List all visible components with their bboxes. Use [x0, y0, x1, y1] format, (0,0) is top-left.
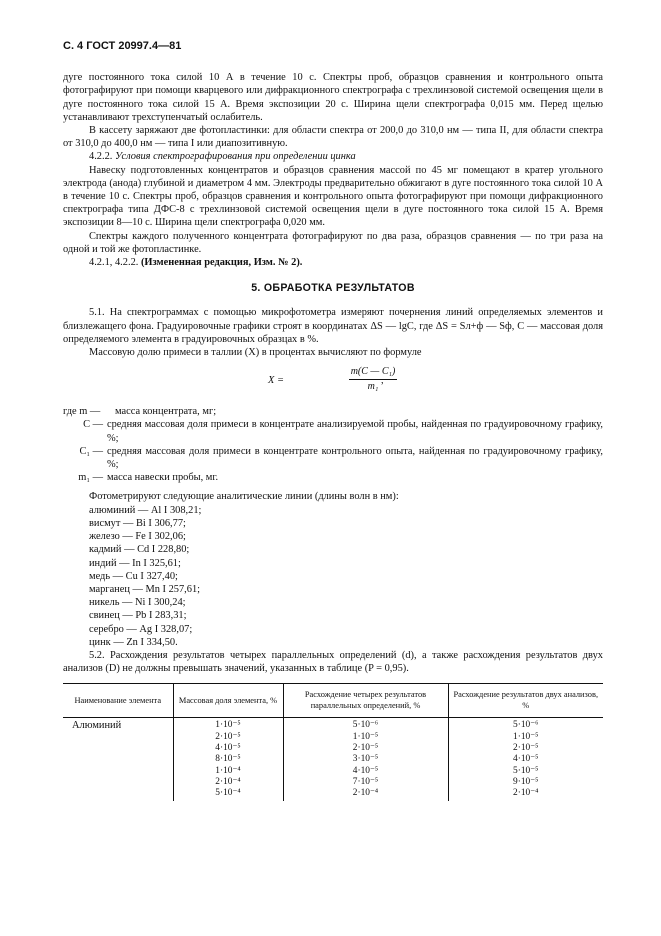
mass-values [173, 718, 283, 802]
list-item: кадмий — Cd I 228,80; [89, 544, 190, 556]
table-cell: 5·10⁻⁴ [215, 788, 241, 799]
section-title: 5. ОБРАБОТКА РЕЗУЛЬТАТОВ [251, 282, 415, 295]
paragraph-2: В кассету заряжают две фотопластинки: для области спектра от 200,0 до 310,0 нм — типа II, для области спектра от 310,0 до 400,0 нм — типа I или диапозитивную. [63, 125, 603, 150]
table-cell: 7·10⁻⁵ [352, 776, 379, 787]
list-item: индий — In I 325,61; [89, 557, 181, 569]
list-item: цинк — Zn I 334,50. [89, 636, 178, 648]
document-page [63, 40, 603, 801]
table-cell: 2·10⁻⁴ [513, 788, 539, 799]
table-cell: 4·10⁻⁵ [352, 765, 379, 776]
list-item: марганец — Mn I 257,61; [89, 583, 201, 595]
formula-tail: , [381, 375, 384, 387]
definition-text: масса навески пробы, мг. [107, 472, 219, 484]
definition-row [63, 445, 603, 471]
formula-lhs: X = [268, 375, 284, 387]
table-cell: 5·10⁻⁶ [513, 720, 539, 731]
definition-text: средняя массовая доля примеси в концентрате контрольного опыта, найденная по градуировочному графику, %; [107, 445, 603, 471]
list-item: серебро — Ag I 328,07; [89, 623, 193, 635]
table-row [63, 718, 603, 802]
table-cell: 1·10⁻⁴ [215, 765, 241, 776]
table-cell: 2·10⁻⁵ [352, 742, 379, 753]
table-cell: 2·10⁻⁴ [215, 776, 241, 787]
table-cell: 8·10⁻⁵ [215, 754, 241, 765]
list-item: алюминий — Al I 308,21; [89, 504, 202, 516]
table-cell: 2·10⁻⁴ [352, 788, 379, 799]
subsection-number: 4.2.2. [89, 151, 113, 163]
edit-note-numbers: 4.2.1, 4.2.2. [89, 257, 139, 269]
table-cell: 4·10⁻⁵ [513, 754, 539, 765]
analytical-lines-list [89, 504, 603, 649]
paragraph-1: дуге постоянного тока силой 10 А в течение 10 с. Спектры проб, образцов сравнения и контрольного опыта фотографируют при помощи кварцевого или дифракционного спектрографа с трехлинзовой системой освещения щели в дуге постоянного тока силой 15 А. Время экспозиции 20 с. Ширина щели спектрографа 0,015 мм. Перед щелью устанавливают трехступенчатый ослабитель. [63, 72, 603, 123]
list-item: железо — Fe I 302,06; [89, 531, 186, 543]
edit-note-text: (Измененная редакция, Изм. № 2). [140, 257, 303, 269]
lines-intro: Фотометрируют следующие аналитические линии (длины волн в нм): [89, 491, 399, 503]
definition-row [63, 418, 603, 444]
formula-definitions [63, 405, 603, 484]
edit-note [63, 256, 603, 269]
col-header-element: Наименование элемента [63, 684, 173, 718]
definition-text: масса концентрата, мг; [115, 406, 217, 418]
table-cell: 3·10⁻⁵ [352, 754, 379, 765]
paragraph-5: Спектры каждого полученного концентрата фотографируют по два раза, образцов сравнения — по три раза на одной и той же фотопластинке. [63, 230, 603, 255]
table-cell: 5·10⁻⁶ [352, 720, 379, 731]
subsection-title: Условия спектрографирования при определении цинка [115, 151, 356, 163]
list-item: висмут — Bi I 306,77; [89, 517, 186, 529]
parallel-values [283, 718, 448, 802]
list-item: свинец — Pb I 283,31; [89, 610, 187, 622]
definition-symbol: C — [83, 419, 103, 431]
formula-numerator: m(C — C₁) [349, 365, 398, 380]
table-cell: 9·10⁻⁵ [513, 776, 539, 787]
definition-symbol: m₁ — [78, 472, 103, 484]
table-cell: 1·10⁻⁵ [513, 731, 539, 742]
col-header-analyses: Расхождение результатов двух анализов, % [448, 684, 603, 718]
definition-row [63, 471, 603, 484]
table-header-row [63, 684, 603, 718]
definition-symbol: где m — [63, 406, 101, 418]
tolerance-table [63, 683, 603, 801]
formula [63, 365, 603, 399]
subsection-4-2-2 [63, 150, 603, 163]
table-cell: 2·10⁻⁵ [513, 742, 539, 753]
table-cell: 1·10⁻⁵ [215, 720, 241, 731]
table-cell: 2·10⁻⁵ [215, 731, 241, 742]
definition-text: средняя массовая доля примеси в концентрате анализируемой пробы, найденная по градуировочному графику, %; [107, 419, 603, 444]
paragraph-5-2: 5.2. Расхождения результатов четырех параллельных определений (d), а также расхождения результатов двух анализов (D) не должны превышать значений, указанных в таблице (P = 0,95). [63, 649, 603, 675]
list-item: никель — Ni I 300,24; [89, 597, 186, 609]
formula-fraction [349, 365, 398, 393]
formula-intro: Массовую долю примеси в таллии (X) в процентах вычисляют по формуле [89, 347, 422, 359]
col-header-parallel: Расхождение четырех результатов параллельных определений, % [283, 684, 448, 718]
analyses-values [448, 718, 603, 802]
definition-symbol: C₁ — [79, 445, 103, 457]
element-name: Алюминий [72, 720, 122, 732]
table-cell: 5·10⁻⁵ [513, 765, 539, 776]
table-cell: 4·10⁻⁵ [215, 742, 241, 753]
paragraph-4: Навеску подготовленных концентратов и образцов сравнения массой по 45 мг помещают в кратер угольного электрода (анода) глубиной и диаметром 4 мм. Электроды предварительно обжигают в дуге постоянного тока силой 10 А в течение 10 с. Спектры проб, образцов сравнения и контрольного опыта фотографируют при помощи дифракционного спектрографа типа ДФС-8 с трехлинзовой системой освещения щели в дуге постоянного тока силой 15 А. Время экспозиции 8—10 с. Ширина щели спектрографа 0,020 мм. [63, 164, 603, 229]
page-header: С. 4 ГОСТ 20997.4—81 [63, 40, 182, 52]
formula-denominator: m₁ [367, 381, 379, 393]
paragraph-5-1: 5.1. На спектрограммах с помощью микрофотометра измеряют почернения линий определяемых элементов и близлежащего фона. Градуировочные графики строят в координатах ΔS — lgC, где ΔS = Sл+ф — Sф, C — массовая доля определяемого элемента в градуировочных образцах в %. [63, 307, 603, 345]
list-item: медь — Cu I 327,40; [89, 570, 178, 582]
col-header-mass: Массовая доля элемента, % [173, 684, 283, 718]
definition-row [63, 405, 603, 418]
table-cell: 1·10⁻⁵ [352, 731, 379, 742]
